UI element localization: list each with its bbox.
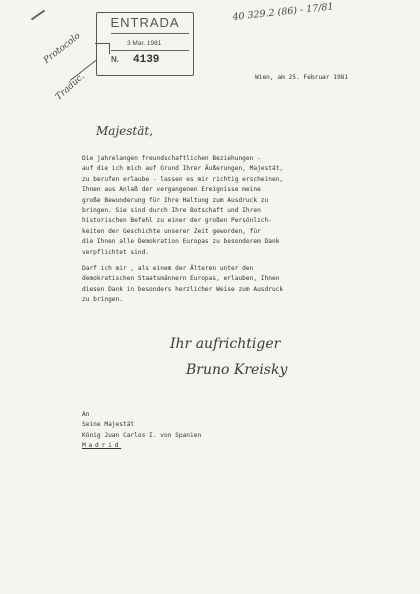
stamp-number-label: N. xyxy=(111,55,119,64)
stamp-number: 4139 xyxy=(133,54,160,66)
protocol-annotation: Protocolo xyxy=(42,31,83,66)
text-line: große Bewunderung für Ihre Haltung zum Ausdruck zu xyxy=(82,196,269,204)
text-line: zu bringen. xyxy=(82,296,123,304)
stamp-notch xyxy=(95,43,110,54)
text-line: verpflichtet sind. xyxy=(82,248,150,256)
text-line: Die jahrelangen freundschaftlichen Beziehungen - xyxy=(82,155,261,162)
text-line: zu berufen erlaube - lassen es mir richtig erscheinen, xyxy=(82,175,284,183)
text-line: diesen Dank in besonders herzlicher Weise zum Ausdruck xyxy=(82,285,284,293)
stamp-divider xyxy=(111,50,189,51)
text-line: keiten der Geschichte unserer Zeit geworden, für xyxy=(82,227,261,235)
stamp-date: 3 Mar. 1981 xyxy=(127,40,162,47)
corner-pen-mark xyxy=(31,10,45,21)
text-line: historischen Befehl zu einer der großen Persönlich- xyxy=(82,217,272,225)
letter-salutation: Majestät, xyxy=(96,124,154,138)
text-line: auf die ich mich auf Grund Ihrer Äußerungen, Majestät, xyxy=(82,165,284,173)
letter-paragraph-1 xyxy=(82,154,382,258)
file-reference: 40 329.2 (86) - 17/81 xyxy=(232,1,335,23)
stamp-title: ENTRADA xyxy=(110,15,180,30)
recipient-block xyxy=(82,410,201,452)
handwritten-closing: Ihr aufrichtiger xyxy=(170,336,281,352)
handwritten-signature: Bruno Kreisky xyxy=(186,362,288,378)
recipient-line: Seine Majestät xyxy=(82,421,135,429)
translation-annotation: Traduc. xyxy=(54,71,87,103)
recipient-to: An xyxy=(82,411,90,418)
recipient-line: König Juan Carlos I. von Spanien xyxy=(82,431,202,439)
text-line: demokratischen Staatsmännern Europas, erlauben, Ihnen xyxy=(82,275,280,283)
stamp-divider xyxy=(111,33,189,34)
letter-dateline: Wien, am 25. Februar 1981 xyxy=(255,74,349,81)
text-line: die Ihnen alle Demokration Europas zu besonderem Dank xyxy=(82,238,280,246)
text-line: bringen. Sie sind durch Ihre Botschaft und Ihren xyxy=(82,207,261,215)
text-line: Darf ich mir , als einem der Älteren unter den xyxy=(82,265,254,272)
recipient-city: Madrid xyxy=(82,442,122,450)
text-line: Ihnen aus Anlaß der vergangenen Ereignisse meine xyxy=(82,186,261,194)
letter-paragraph-2 xyxy=(82,264,382,306)
entrada-stamp xyxy=(96,12,194,76)
